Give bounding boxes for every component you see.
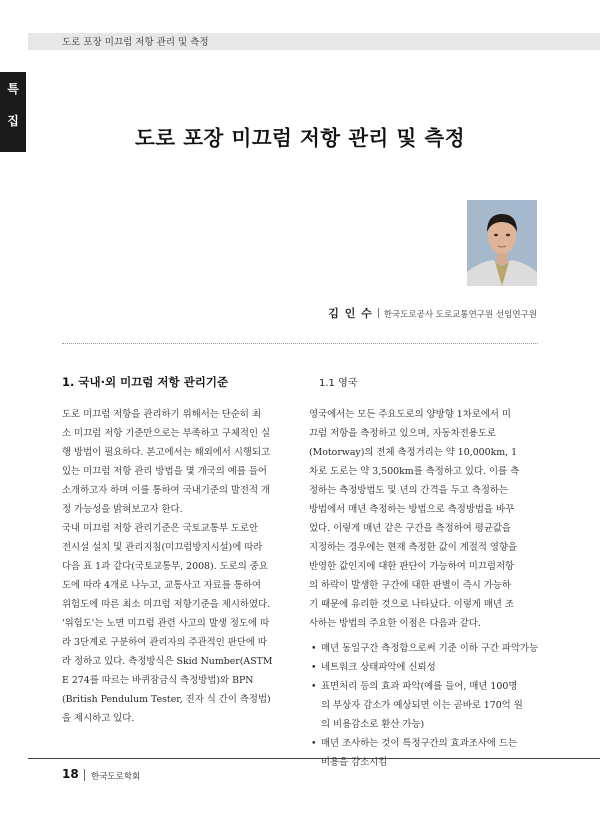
body-line: 다음 표 1과 같다(국토교통부, 2008). 도로의 중요 <box>62 561 268 572</box>
body-line: 도에 따라 4개로 나누고, 교통사고 자료를 통하여 <box>62 580 261 591</box>
body-line: 소개하고자 하며 이를 통하여 국내기준의 발전적 개 <box>62 485 271 496</box>
bullet-item: • 매년 조사하는 것이 특정구간의 효과조사에 드는 <box>309 734 541 753</box>
bullet-continuation: 의 부상자 감소가 예상되면 이는 곧바로 170억 원 <box>321 700 523 711</box>
body-line: 도로 미끄럼 저항을 관리하기 위해서는 단순히 최 <box>62 409 262 420</box>
bullet-item: • 매년 동일구간 측정함으로써 기준 이하 구간 파악가능 <box>309 639 541 658</box>
body-line: 었다. 이렇게 매년 같은 구간을 측정하여 평균값을 <box>309 523 511 534</box>
body-line: 반영한 값인지에 대한 판단이 가능하여 미끄럼저항 <box>309 561 515 572</box>
bullet-continuation: 의 비용감소로 환산 가능) <box>321 719 425 730</box>
dotted-divider <box>62 343 538 344</box>
footer-rule <box>28 758 600 759</box>
body-line: 소 미끄럼 저항 기준만으로는 부족하고 구체적인 실 <box>62 428 271 439</box>
body-line: 지정하는 경우에는 현재 측정한 값이 계절적 영향을 <box>309 542 518 553</box>
body-line: 국내 미끄럼 저항 관리기준은 국토교통부 도로안 <box>62 523 259 534</box>
section-heading: 1. 국내·외 미끄럼 저항 관리기준 <box>62 375 229 389</box>
body-line: '위험도'는 노면 미끄럼 관련 사고의 발생 정도에 따 <box>62 618 270 629</box>
body-line: (British Pendulum Tester, 진자 식 간이 측정법) <box>62 694 271 705</box>
body-line: 사하는 방법의 주요한 이점은 다음과 같다. <box>309 618 481 629</box>
body-line: 차로 도로는 약 3,500km를 측정하고 있다. 이를 측 <box>309 466 520 477</box>
body-line: 정 가능성을 밝혀보고자 한다. <box>62 504 183 515</box>
body-line: 방법에서 매년 측정하는 방법으로 측정방법을 바꾸 <box>309 504 515 515</box>
footer-divider <box>84 769 85 781</box>
body-line: 영국에서는 모든 주요도로의 양방향 1차로에서 미 <box>309 409 511 420</box>
body-line: 의 하락이 발생한 구간에 대한 판별이 즉시 가능하 <box>309 580 511 591</box>
page-number: 18 <box>62 767 79 781</box>
bullet-item: • 표면처리 등의 효과 파악(예를 들어, 매년 100명 <box>309 677 541 696</box>
body-line: E 274를 따르는 바퀴잠금식 측정방법)와 BPN <box>62 675 254 686</box>
article-title: 도로 포장 미끄럼 저항 관리 및 측정 <box>134 126 466 150</box>
body-line: (Motorway)의 전체 측정거리는 약 10,000km, 1 <box>309 447 518 458</box>
subsection-heading: 1.1 영국 <box>319 378 358 389</box>
author-divider <box>378 308 379 318</box>
body-line: 기 때문에 유리한 것으로 나타났다. 이렇게 매년 조 <box>309 599 514 610</box>
side-tab-char: 집 <box>7 114 19 128</box>
left-column-body <box>62 405 294 728</box>
body-line: 전시설 설치 및 관리지침(미끄럼방지시설)에 따라 <box>62 542 263 553</box>
side-tab-char: 특 <box>7 82 19 96</box>
bullet-continuation: 비용을 감소시킴 <box>321 757 388 768</box>
body-line: 끄럼 저항을 측정하고 있으며, 자동차전용도로 <box>309 428 496 439</box>
author-photo <box>467 200 537 286</box>
right-column-body <box>309 405 541 772</box>
body-line: 위험도에 따른 최소 미끄럼 저항기준을 제시하였다. <box>62 599 271 610</box>
body-line: 을 제시하고 있다. <box>62 713 135 724</box>
body-line: 라 정하고 있다. 측정방식은 Skid Number(ASTM <box>62 656 273 667</box>
body-line: 행 방법이 필요하다. 본고에서는 해외에서 시행되고 <box>62 447 271 458</box>
author-name: 김 인 수 <box>328 307 373 320</box>
body-line: 라 3단계로 구분하여 관리자의 주관적인 판단에 따 <box>62 637 267 648</box>
bullet-item: • 네트워크 상태파악에 신뢰성 <box>309 658 541 677</box>
body-line: 정하는 측정방법도 및 년의 간격을 두고 측정하는 <box>309 485 509 496</box>
author-affiliation: 한국도로공사 도로교통연구원 선임연구원 <box>383 310 537 320</box>
body-line: 있는 미끄럼 저항 관리 방법을 몇 개국의 예를 들어 <box>62 466 267 477</box>
author-byline <box>328 302 537 321</box>
journal-name: 한국도로학회 <box>91 772 141 782</box>
running-header-title: 도로 포장 미끄럼 저항 관리 및 측정 <box>62 37 209 48</box>
